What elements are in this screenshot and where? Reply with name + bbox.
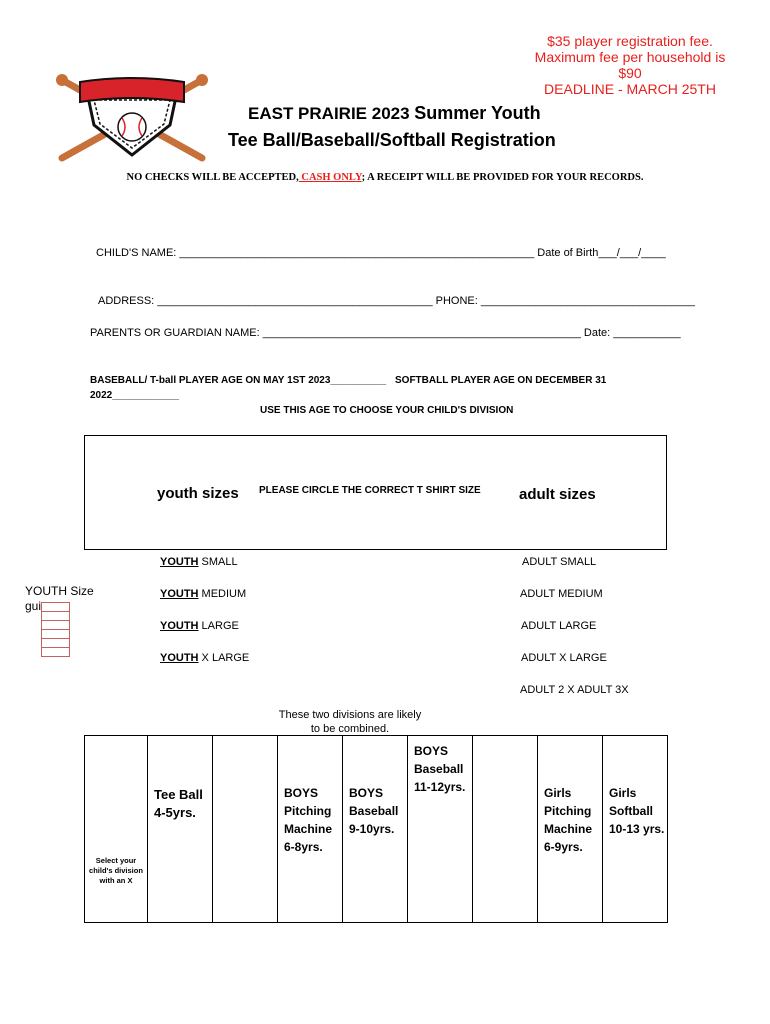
youth-prefix: YOUTH bbox=[160, 556, 199, 568]
division-label: Girls Softball 10-13 yrs. bbox=[609, 786, 665, 836]
notice-before: NO CHECKS WILL BE ACCEPTED, bbox=[126, 172, 299, 183]
guardian-name-field[interactable]: PARENTS OR GUARDIAN NAME: ____________________________________________________ Date: ___________ bbox=[90, 327, 681, 339]
select-label: Select your child's division with an X bbox=[89, 856, 143, 885]
youth-large-option[interactable] bbox=[160, 620, 239, 632]
division-cell-tee-ball[interactable] bbox=[148, 736, 213, 923]
adult-2x-3x-option[interactable]: ADULT 2 X ADULT 3X bbox=[520, 684, 629, 696]
use-age-instruction: USE THIS AGE TO CHOOSE YOUR CHILD'S DIVISION bbox=[260, 405, 514, 416]
address-phone-field[interactable]: ADDRESS: _____________________________________________ PHONE: ___________________________________ bbox=[98, 295, 695, 307]
youth-medium-option[interactable] bbox=[160, 588, 246, 600]
registration-fee-notice bbox=[500, 33, 760, 97]
fee-line: $35 player registration fee. bbox=[547, 33, 713, 49]
size-label: LARGE bbox=[198, 620, 239, 632]
division-cell-girls-softball[interactable] bbox=[603, 736, 668, 923]
notice-after: ; A RECEIPT WILL BE PROVIDED FOR YOUR RECORDS. bbox=[361, 172, 644, 183]
softball-age-field[interactable]: SOFTBALL PLAYER AGE ON DECEMBER 31 bbox=[395, 375, 607, 386]
size-label: SMALL bbox=[198, 556, 238, 568]
size-label: X LARGE bbox=[198, 652, 250, 664]
softball-age-field-cont[interactable]: 2022____________ bbox=[90, 390, 179, 401]
baseball-logo-icon bbox=[52, 70, 212, 170]
baseball-age-field[interactable]: BASEBALL/ T-ball PLAYER AGE ON MAY 1ST 2023__________ bbox=[90, 375, 387, 386]
max-amount-line: $90 bbox=[618, 65, 642, 81]
combined-divisions-note: These two divisions are likely to be combined. bbox=[278, 709, 422, 735]
title-line1a: EAST PRAIRIE 2023 bbox=[248, 104, 415, 123]
youth-small-option[interactable] bbox=[160, 556, 238, 568]
division-select-label-cell bbox=[85, 736, 148, 923]
youth-size-guide-image bbox=[41, 602, 70, 657]
youth-sizes-heading: youth sizes bbox=[157, 485, 239, 502]
notice-cash-only: CASH ONLY bbox=[298, 172, 362, 183]
division-label: BOYS Pitching Machine 6-8yrs. bbox=[284, 786, 333, 854]
adult-small-option[interactable]: ADULT SMALL bbox=[522, 556, 597, 568]
adult-medium-option[interactable]: ADULT MEDIUM bbox=[520, 588, 603, 600]
tshirt-instruction: PLEASE CIRCLE THE CORRECT T SHIRT SIZE bbox=[259, 485, 481, 496]
adult-large-option[interactable]: ADULT LARGE bbox=[521, 620, 597, 632]
division-cell-blank[interactable] bbox=[213, 736, 278, 923]
household-max-line: Maximum fee per household is bbox=[534, 49, 726, 65]
title-line1b: Summer Youth bbox=[414, 103, 541, 123]
youth-xlarge-option[interactable] bbox=[160, 652, 249, 664]
youth-prefix: YOUTH bbox=[160, 588, 199, 600]
division-label: Tee Ball 4-5yrs. bbox=[154, 787, 203, 820]
payment-notice bbox=[0, 172, 770, 183]
youth-prefix: YOUTH bbox=[160, 652, 199, 664]
youth-prefix: YOUTH bbox=[160, 620, 199, 632]
division-label: BOYS Baseball 11-12yrs. bbox=[414, 744, 466, 794]
adult-xlarge-option[interactable]: ADULT X LARGE bbox=[521, 652, 607, 664]
size-label: MEDIUM bbox=[198, 588, 247, 600]
adult-sizes-heading: adult sizes bbox=[519, 486, 596, 503]
page-title bbox=[228, 100, 556, 153]
title-line2: Tee Ball/Baseball/Softball Registration bbox=[228, 130, 556, 150]
child-name-field[interactable]: CHILD'S NAME: __________________________________________________________ Date of Birth___/___/____ bbox=[96, 247, 666, 259]
division-cell-boys-baseball-11-12[interactable] bbox=[408, 736, 473, 923]
youth-size-guide-label: YOUTH Size gui bbox=[25, 584, 94, 613]
division-cell-boys-baseball-9-10[interactable] bbox=[343, 736, 408, 923]
division-cell-boys-pitching-machine[interactable] bbox=[278, 736, 343, 923]
division-label: BOYS Baseball 9-10yrs. bbox=[349, 786, 399, 836]
division-label: Girls Pitching Machine 6-9yrs. bbox=[544, 786, 593, 854]
deadline-line: DEADLINE - MARCH 25TH bbox=[544, 81, 716, 97]
division-cell-blank-2[interactable] bbox=[473, 736, 538, 923]
division-table bbox=[84, 735, 668, 923]
division-cell-girls-pitching-machine[interactable] bbox=[538, 736, 603, 923]
